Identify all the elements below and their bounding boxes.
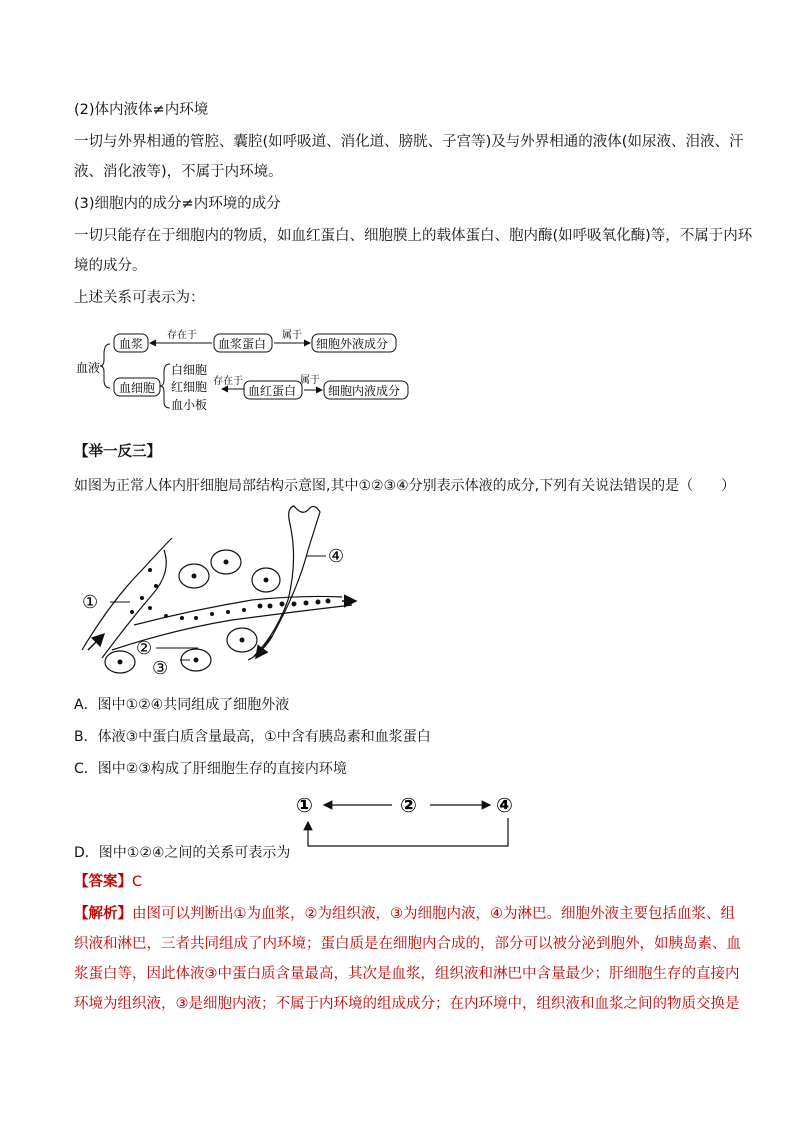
section-2-body-line-1: 一切与外界相通的管腔、囊腔(如呼吸道、消化道、膀胱、子宫等)及与外界相通的液体(如尿液、泪液、汗	[74, 134, 744, 150]
figure-label-2: ②	[136, 638, 153, 659]
question-stem: 如图为正常人体内肝细胞局部结构示意图,其中①②③④分别表示体液的成分,下列有关说法错误的是（ ）	[74, 478, 736, 494]
analysis-line-2: 织液和淋巴，三者共同组成了内环境；蛋白质是在细胞内合成的，部分可以被分泌到胞外，如胰岛素、血	[74, 936, 741, 952]
analysis-label: 【解析】	[74, 906, 132, 922]
option-d-diagram	[294, 788, 534, 858]
section-2-body-line-2: 液、消化液等)，不属于内环境。	[74, 164, 283, 180]
box-hemoglobin: 血红蛋白	[248, 384, 297, 398]
root-blood: 血液	[76, 361, 101, 375]
question-heading: 【举一反三】	[74, 444, 161, 460]
label-belongs-to-2: 属于	[300, 375, 320, 386]
red-cells: 红细胞	[171, 380, 208, 394]
platelets: 血小板	[171, 398, 208, 412]
box-extracellular: 细胞外液成分	[316, 337, 389, 351]
blood-relation-diagram	[70, 320, 410, 420]
d-node-4: ④	[496, 793, 513, 817]
figure-label-1: ①	[82, 592, 99, 613]
analysis-line-1	[74, 904, 735, 924]
box-blood-cells: 血细胞	[119, 381, 156, 395]
answer-value: C	[132, 874, 143, 890]
white-cells: 白细胞	[171, 363, 208, 377]
section-2-title: (2)体内液体≠内环境	[74, 102, 209, 118]
answer-line	[74, 872, 142, 892]
section-3-title: (3)细胞内的成分≠内环境的成分	[74, 196, 281, 212]
option-b: B．体液③中蛋白质含量最高，①中含有胰岛素和血浆蛋白	[74, 729, 431, 745]
label-exists-in-2: 存在于	[213, 376, 243, 387]
liver-cell-figure	[72, 500, 372, 680]
label-belongs-to-1: 属于	[282, 330, 302, 341]
section-3-body-line-2: 境的成分。	[74, 258, 147, 274]
answer-label: 【答案】	[74, 874, 132, 890]
box-intracellular: 细胞内液成分	[328, 384, 401, 398]
figure-label-3: ③	[152, 658, 169, 679]
box-plasma-protein: 血浆蛋白	[218, 337, 267, 351]
option-c: C．图中②③构成了肝细胞生存的直接内环境	[74, 761, 347, 777]
relation-intro: 上述关系可表示为：	[74, 290, 205, 306]
d-node-2: ②	[400, 793, 417, 817]
analysis-line-4: 环境为组织液，③是细胞内液；不属于内环境的组成成分；在内环境中，组织液和血浆之间的物质交换是	[74, 996, 740, 1012]
analysis-text-1: 由图可以判断出①为血浆，②为组织液，③为细胞内液，④为淋巴。细胞外液主要包括血浆、组	[132, 906, 735, 922]
label-exists-in-1: 存在于	[167, 330, 197, 341]
analysis-line-3: 浆蛋白等，因此体液③中蛋白质含量最高，其次是血浆，组织液和淋巴中含量最少；肝细胞生存的直接内	[74, 966, 740, 982]
option-a: A．图中①②④共同组成了细胞外液	[74, 697, 290, 713]
box-plasma: 血浆	[119, 337, 144, 351]
section-3-body-line-1: 一切只能存在于细胞内的物质，如血红蛋白、细胞膜上的载体蛋白、胞内酶(如呼吸氧化酶)等，不属于内环	[74, 228, 753, 244]
option-d: D．图中①②④之间的关系可表示为	[74, 845, 291, 861]
d-node-1: ①	[296, 793, 313, 817]
figure-label-4: ④	[328, 546, 345, 567]
